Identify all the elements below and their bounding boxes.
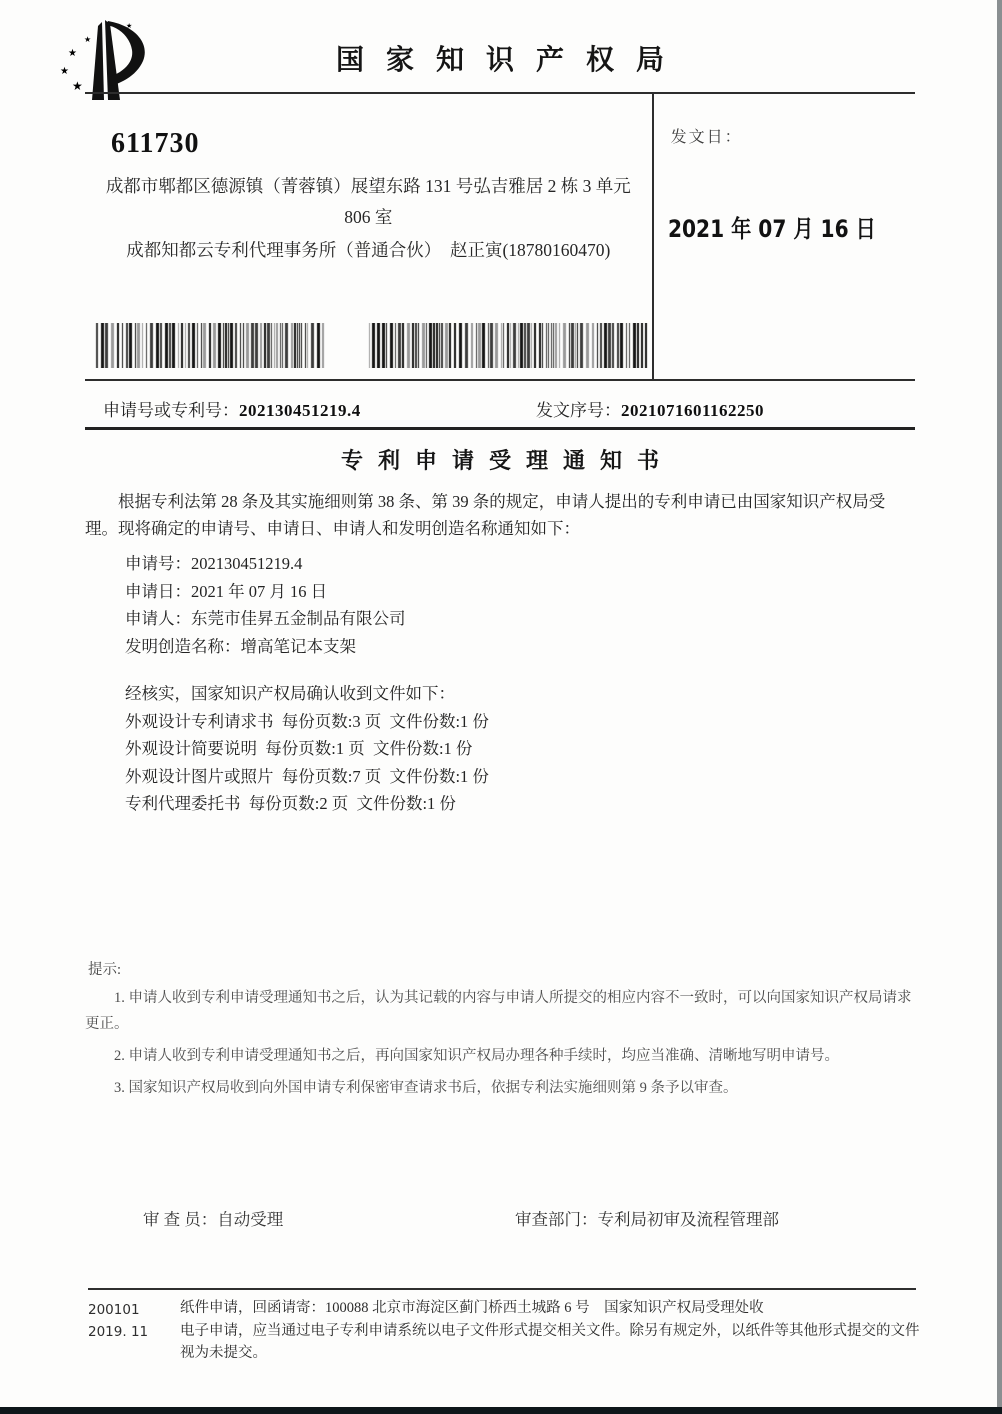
field-value: 2021 年 07 月 16 日 (191, 581, 328, 601)
footer-electronic-line: 电子申请，应当通过电子专利申请系统以电子文件形式提交相关文件。除另有规定外，以纸件等其他形式提交的文件视为未提交。 (180, 1322, 920, 1361)
serial-number-label: 发文序号： (536, 401, 621, 420)
field-application-no (125, 550, 917, 578)
footer-left-column (88, 1297, 180, 1365)
postal-code: 611730 (111, 128, 200, 159)
notice-title: 专利申请受理通知书 (340, 448, 674, 473)
field-label: 申请日： (125, 581, 191, 601)
field-value: 增高笔记本支架 (240, 636, 356, 656)
field-value: 东莞市佳昇五金制品有限公司 (191, 609, 406, 628)
star-icon: ★ (72, 79, 83, 93)
field-label: 申请号： (125, 554, 191, 573)
field-invention-title (125, 633, 917, 661)
field-list (85, 550, 917, 660)
application-number-label: 申请号或专利号： (103, 401, 239, 420)
received-doc-line: 专利代理委托书 每份页数:2 页 文件份数:1 份 (125, 794, 456, 813)
field-label: 发明创造名称： (125, 636, 241, 656)
page-bottom-edge (0, 1407, 1002, 1414)
application-number-value: 202130451219.4 (239, 401, 361, 420)
hints-section (85, 958, 918, 1101)
star-icon: ★ (60, 66, 69, 77)
serial-number-group (536, 396, 764, 421)
address-cell (85, 94, 652, 379)
received-documents (85, 680, 917, 818)
footer-paper-line: 纸件申请，回函请寄：100088 北京市海淀区蓟门桥西土城路 6 号 国家知识产权局受理处收 (180, 1300, 764, 1316)
issue-date-cell (652, 94, 915, 379)
star-icon: ★ (84, 35, 92, 44)
barcodes-row (95, 323, 650, 368)
application-number-group (103, 396, 361, 421)
examiner-group (143, 1206, 283, 1230)
examiner-value: 自动受理 (217, 1210, 284, 1229)
address-line-2: 806 室 (344, 207, 393, 227)
footer-rule (88, 1288, 916, 1290)
field-value: 202130451219.4 (191, 554, 303, 573)
received-doc-line: 外观设计简要说明 每份页数:1 页 文件份数:1 份 (125, 739, 473, 758)
field-application-date (125, 578, 917, 606)
department-label: 审查部门： (515, 1210, 598, 1229)
address-line-1: 成都市郫都区德源镇（菁蓉镇）展望东路 131 号弘吉雅居 2 栋 3 单元 (105, 176, 631, 196)
department-value: 专利局初审及流程管理部 (597, 1210, 779, 1229)
footer-right-column (180, 1297, 920, 1365)
ref-row (85, 383, 915, 430)
recipient-line: 成都知都云专利代理事务所（普通合伙） 赵正寅(18780160470) (126, 240, 611, 260)
issue-date-label: 发文日： (670, 129, 743, 146)
star-icon: ★ (68, 48, 77, 59)
hint-item-1: 1. 申请人收到专利申请受理通知书之后，认为其记载的内容与申请人所提交的相应内容不一致时，可以向国家知识产权局请求更正。 (85, 990, 912, 1032)
footer-version: 2019. 11 (88, 1324, 149, 1340)
hint-item-3: 3. 国家知识产权局收到向外国申请专利保密审查请求书后，依据专利法实施细则第 9 条予以审查。 (114, 1080, 738, 1096)
barcode-left (95, 323, 325, 368)
footer-code: 200101 (88, 1302, 140, 1318)
page-right-edge (997, 0, 1002, 1414)
received-doc-line: 外观设计专利请求书 每份页数:3 页 文件份数:1 份 (125, 711, 489, 731)
received-intro: 经核实，国家知识产权局确认收到文件如下： (125, 684, 455, 703)
serial-number-value: 2021071601162250 (621, 401, 765, 420)
intro-paragraph: 根据专利法第 28 条及其实施细则第 38 条、第 39 条的规定，申请人提出的专利申请已由国家知识产权局受理。现将确定的申请号、申请日、申请人和发明创造名称通知如下： (85, 492, 886, 538)
received-doc-line: 外观设计图片或照片 每份页数:7 页 文件份数:1 份 (125, 766, 489, 786)
field-applicant (125, 605, 917, 633)
department-group (515, 1206, 779, 1230)
footer (88, 1297, 920, 1365)
org-title: 国家知识产权局 (335, 45, 686, 76)
hints-title: 提示: (88, 962, 122, 978)
barcode-right (368, 323, 650, 368)
examiner-label: 审 查 员： (143, 1210, 218, 1229)
issue-date-value: 2021 年 07 月 16 日 (667, 215, 876, 243)
star-icon: ★ (126, 22, 133, 30)
field-label: 申请人： (125, 609, 191, 628)
hint-item-2: 2. 申请人收到专利申请受理通知书之后，再向国家知识产权局办理各种手续时，均应当准确、清晰地写明申请号。 (114, 1048, 839, 1064)
notice-box (85, 94, 915, 381)
body-block (85, 488, 917, 818)
